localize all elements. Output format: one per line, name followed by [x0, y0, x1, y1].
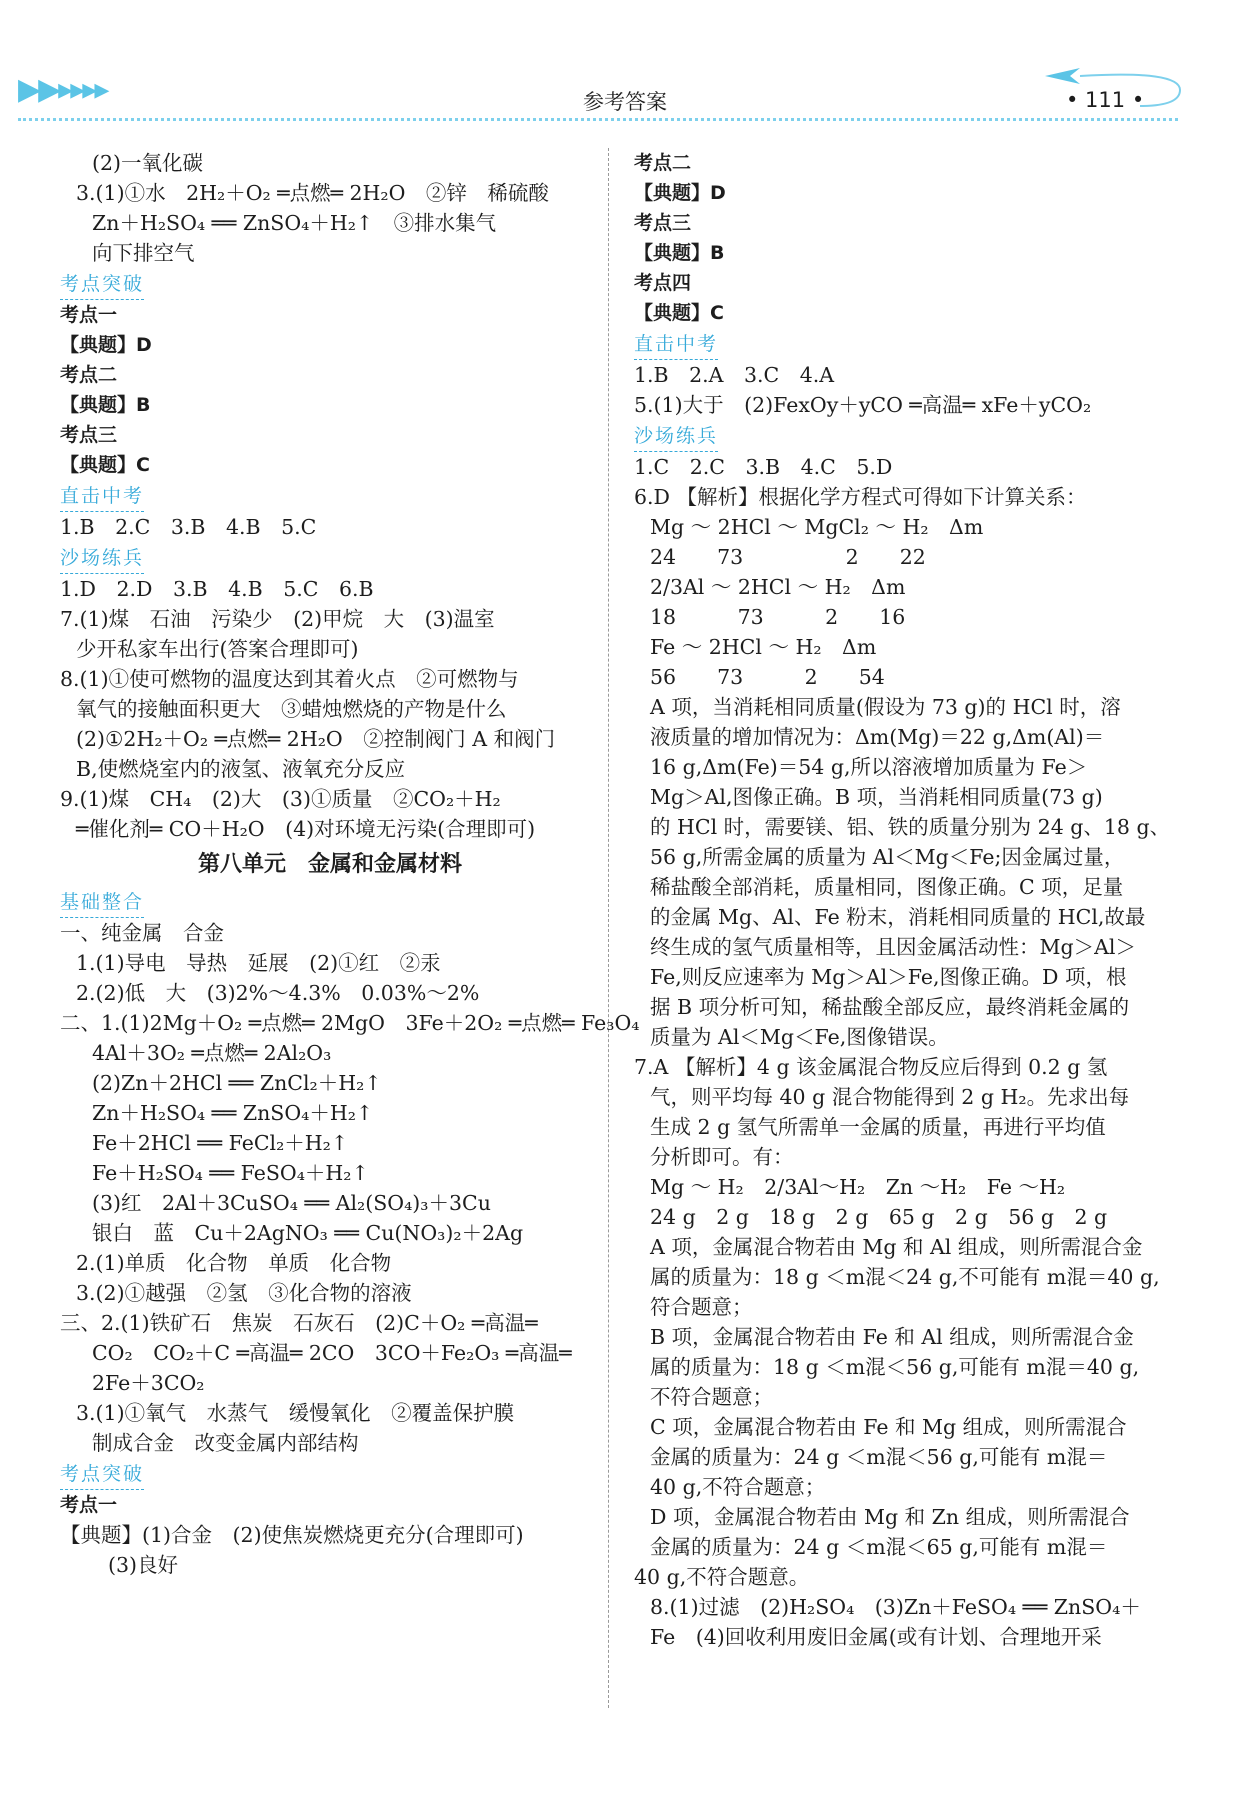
- text-line: 【典题】D: [60, 334, 152, 356]
- text-line: 少开私家车出行(答案合理即可): [76, 637, 359, 661]
- text-line: Mg＞Al,图像正确。B 项，当消耗相同质量(73 g): [650, 785, 1103, 809]
- text-line: 1.B 2.C 3.B 4.B 5.C: [60, 515, 317, 539]
- text-line: 56 g,所需金属的质量为 Al＜Mg＜Fe;因金属过量，: [650, 845, 1125, 869]
- text-line: 5.(1)大于 (2)FexOy＋yCO ═高温═ xFe＋yCO₂: [634, 393, 1092, 417]
- text-line: 2Fe＋3CO₂: [92, 1371, 205, 1395]
- text-line: Fe,则反应速率为 Mg＞Al＞Fe,图像正确。D 项，根: [650, 965, 1127, 989]
- page-header: [0, 60, 1250, 130]
- text-line: 二、1.(1)2Mg＋O₂ ═点燃═ 2MgO 3Fe＋2O₂ ═点燃═ Fe₃O₄: [60, 1011, 640, 1035]
- text-line: 4Al＋3O₂ ═点燃═ 2Al₂O₃: [92, 1041, 332, 1065]
- text-line: 16 g,Δm(Fe)＝54 g,所以溶液增加质量为 Fe＞: [650, 755, 1088, 779]
- text-line: 不符合题意；: [650, 1385, 773, 1409]
- text-line: 1.(1)导电 导热 延展 (2)①红 ②汞: [76, 951, 441, 975]
- column-divider: [608, 148, 609, 1708]
- text-line: 24 g 2 g 18 g 2 g 65 g 2 g 56 g 2 g: [650, 1205, 1108, 1229]
- text-line: 终生成的氢气质量相等，且因金属活动性：Mg＞Al＞: [650, 935, 1136, 959]
- text-line: 【典题】D: [634, 182, 726, 204]
- header-title: 参考答案: [583, 90, 667, 114]
- text-line: 【典题】(1)合金 (2)使焦炭燃烧更充分(合理即可): [60, 1523, 524, 1547]
- text-line: Zn＋H₂SO₄ ══ ZnSO₄＋H₂↑: [92, 1101, 374, 1125]
- text-line: 8.(1)过滤 (2)H₂SO₄ (3)Zn＋FeSO₄ ══ ZnSO₄＋: [650, 1595, 1141, 1619]
- text-line: 制成合金 改变金属内部结构: [92, 1431, 359, 1455]
- text-line: Fe＋2HCl ══ FeCl₂＋H₂↑: [92, 1131, 349, 1155]
- text-line: 3.(2)①越强 ②氢 ③化合物的溶液: [76, 1281, 412, 1305]
- text-line: 1.D 2.D 3.B 4.B 5.C 6.B: [60, 577, 374, 601]
- text-line: 考点四: [634, 272, 692, 294]
- text-line: (2)Zn＋2HCl ══ ZnCl₂＋H₂↑: [92, 1071, 382, 1095]
- right-column: [634, 148, 1194, 1652]
- text-line: 符合题意；: [650, 1295, 753, 1319]
- text-line: 【典题】B: [60, 394, 151, 416]
- text-line: (3)红 2Al＋3CuSO₄ ══ Al₂(SO₄)₃＋3Cu: [92, 1191, 491, 1215]
- text-line: 7.A 【解析】4 g 该金属混合物反应后得到 0.2 g 氢: [634, 1055, 1108, 1079]
- text-line: 属的质量为：18 g ＜m混＜56 g,可能有 m混＝40 g,: [650, 1355, 1140, 1379]
- text-line: 7.(1)煤 石油 污染少 (2)甲烷 大 (3)温室: [60, 607, 495, 631]
- section-label: 沙场练兵: [60, 543, 144, 574]
- text-line: 56 73 2 54: [650, 665, 885, 689]
- text-line: 属的质量为：18 g ＜m混＜24 g,不可能有 m混＝40 g,: [650, 1265, 1160, 1289]
- text-line: 的金属 Mg、Al、Fe 粉末，消耗相同质量的 HCl,故最: [650, 905, 1146, 929]
- section-label: 考点突破: [60, 269, 144, 300]
- arrow-swoosh-icon: [1040, 66, 1190, 110]
- text-line: 【典题】C: [634, 302, 724, 324]
- text-line: 稀盐酸全部消耗，质量相同，图像正确。C 项，足量: [650, 875, 1124, 899]
- text-line: 3.(1)①氧气 水蒸气 缓慢氧化 ②覆盖保护膜: [76, 1401, 515, 1425]
- text-line: 考点二: [634, 152, 692, 174]
- text-line: 考点一: [60, 304, 118, 326]
- unit-title: 第八单元 金属和金属材料: [197, 852, 462, 877]
- text-line: 1.C 2.C 3.B 4.C 5.D: [634, 455, 893, 479]
- text-line: 质量为 Al＜Mg＜Fe,图像错误。: [650, 1025, 949, 1049]
- text-line: 2.(2)低 大 (3)2%～4.3% 0.03%～2%: [76, 981, 480, 1005]
- text-line: 1.B 2.A 3.C 4.A: [634, 363, 835, 387]
- text-line: 考点二: [60, 364, 118, 386]
- text-line: 考点一: [60, 1494, 118, 1516]
- text-line: 银白 蓝 Cu＋2AgNO₃ ══ Cu(NO₃)₂＋2Ag: [92, 1221, 524, 1245]
- text-line: 9.(1)煤 CH₄ (2)大 (3)①质量 ②CO₂＋H₂: [60, 787, 501, 811]
- text-line: B 项，金属混合物若由 Fe 和 Al 组成，则所需混合金: [650, 1325, 1134, 1349]
- text-line: Mg ～ 2HCl ～ MgCl₂ ～ H₂ Δm: [650, 515, 984, 539]
- text-line: 18 73 2 16: [650, 605, 906, 629]
- text-line: 一、纯金属 合金: [60, 921, 224, 945]
- text-line: CO₂ CO₂＋C ═高温═ 2CO 3CO＋Fe₂O₃ ═高温═: [92, 1341, 572, 1365]
- text-line: 气，则平均每 40 g 混合物能得到 2 g H₂。先求出每: [650, 1085, 1130, 1109]
- section-label: 直击中考: [634, 329, 718, 360]
- text-line: 8.(1)①使可燃物的温度达到其着火点 ②可燃物与: [60, 667, 519, 691]
- section-label: 考点突破: [60, 1459, 144, 1490]
- text-line: Fe (4)回收利用废旧金属(或有计划、合理地开采: [650, 1625, 1102, 1649]
- text-line: Fe ～ 2HCl ～ H₂ Δm: [650, 635, 877, 659]
- section-label: 直击中考: [60, 481, 144, 512]
- text-line: 分析即可。有：: [650, 1145, 794, 1169]
- text-line: (2)一氧化碳: [92, 151, 204, 175]
- text-line: 据 B 项分析可知，稀盐酸全部反应，最终消耗金属的: [650, 995, 1130, 1019]
- text-line: Zn＋H₂SO₄ ══ ZnSO₄＋H₂↑ ③排水集气: [92, 211, 497, 235]
- header-rule: [18, 118, 1178, 121]
- text-line: 【典题】B: [634, 242, 725, 264]
- text-line: 的 HCl 时，需要镁、铝、铁的质量分别为 24 g、18 g、: [650, 815, 1171, 839]
- text-line: 【典题】C: [60, 454, 150, 476]
- arrow-decoration-icon: ▶▶▸▸▸▸: [18, 72, 107, 107]
- text-line: 考点三: [634, 212, 692, 234]
- text-line: Mg ～ H₂ 2/3Al～H₂ Zn ～H₂ Fe ～H₂: [650, 1175, 1066, 1199]
- text-line: B,使燃烧室内的液氢、液氧充分反应: [76, 757, 406, 781]
- text-line: 24 73 2 22: [650, 545, 926, 569]
- text-line: 向下排空气: [92, 241, 195, 265]
- section-label: 沙场练兵: [634, 421, 718, 452]
- text-line: Fe＋H₂SO₄ ══ FeSO₄＋H₂↑: [92, 1161, 369, 1185]
- text-line: 考点三: [60, 424, 118, 446]
- page-number: • 111 •: [1066, 88, 1145, 112]
- text-line: 金属的质量为：24 g ＜m混＜65 g,可能有 m混＝: [650, 1535, 1108, 1559]
- text-line: 40 g,不符合题意；: [650, 1475, 826, 1499]
- text-line: 液质量的增加情况为：Δm(Mg)＝22 g,Δm(Al)＝: [650, 725, 1105, 749]
- text-line: 6.D 【解析】根据化学方程式可得如下计算关系：: [634, 485, 1087, 509]
- text-line: (2)①2H₂＋O₂ ═点燃═ 2H₂O ②控制阀门 A 和阀门: [76, 727, 556, 751]
- text-line: 2.(1)单质 化合物 单质 化合物: [76, 1251, 392, 1275]
- text-line: 3.(1)①水 2H₂＋O₂ ═点燃═ 2H₂O ②锌 稀硫酸: [76, 181, 549, 205]
- text-line: D 项，金属混合物若由 Mg 和 Zn 组成，则所需混合: [650, 1505, 1130, 1529]
- text-line: 金属的质量为：24 g ＜m混＜56 g,可能有 m混＝: [650, 1445, 1108, 1469]
- left-column: [60, 148, 640, 1580]
- text-line: A 项，当消耗相同质量(假设为 73 g)的 HCl 时，溶: [650, 695, 1121, 719]
- text-line: 生成 2 g 氢气所需单一金属的质量，再进行平均值: [650, 1115, 1106, 1139]
- text-line: 40 g,不符合题意。: [634, 1565, 810, 1589]
- section-label: 基础整合: [60, 887, 144, 918]
- text-line: 三、2.(1)铁矿石 焦炭 石灰石 (2)C＋O₂ ═高温═: [60, 1311, 538, 1335]
- text-line: 氧气的接触面积更大 ③蜡烛燃烧的产物是什么: [76, 697, 507, 721]
- text-line: (3)良好: [108, 1553, 179, 1577]
- text-line: 2/3Al ～ 2HCl ～ H₂ Δm: [650, 575, 906, 599]
- text-line: C 项，金属混合物若由 Fe 和 Mg 组成，则所需混合: [650, 1415, 1127, 1439]
- text-line: ═催化剂═ CO＋H₂O (4)对环境无污染(合理即可): [76, 817, 536, 841]
- text-line: A 项，金属混合物若由 Mg 和 Al 组成，则所需混合金: [650, 1235, 1143, 1259]
